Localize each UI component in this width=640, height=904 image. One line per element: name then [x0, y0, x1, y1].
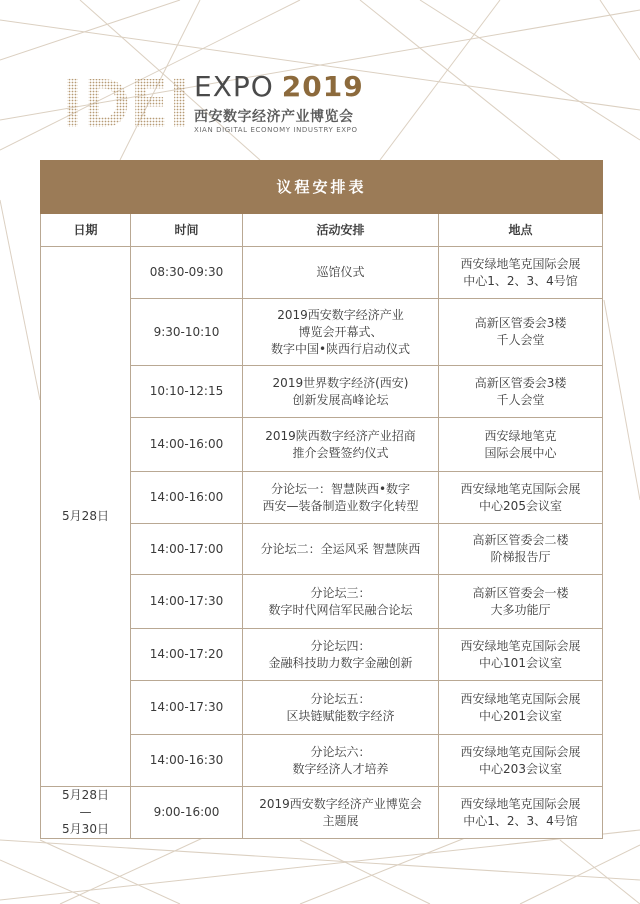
- venue-cell: 高新区管委会3楼 千人会堂: [439, 299, 603, 366]
- venue-cell: 西安绿地笔克国际会展 中心1、2、3、4号馆: [439, 247, 603, 299]
- date-range-cell: [41, 787, 131, 839]
- activity-cell: 2019西安数字经济产业博览会 主题展: [243, 787, 439, 839]
- logo-english-name: XIAN DIGITAL ECONOMY INDUSTRY EXPO: [194, 126, 358, 134]
- logo-year: 2019: [281, 70, 364, 103]
- venue-cell: 西安绿地笔克国际会展 中心203会议室: [439, 735, 603, 787]
- activity-cell: 2019陕西数字经济产业招商 推介会暨签约仪式: [243, 418, 439, 472]
- header-venue: 地点: [439, 214, 603, 247]
- header-date: 日期: [41, 214, 131, 247]
- schedule-title-row: [41, 161, 603, 214]
- logo-expo-title: [194, 70, 364, 104]
- venue-cell: 西安绿地笔克国际会展 中心205会议室: [439, 472, 603, 524]
- time-cell: 14:00-17:30: [131, 681, 243, 735]
- schedule-title: 议程安排表: [41, 161, 603, 214]
- activity-cell: 2019世界数字经济(西安) 创新发展高峰论坛: [243, 366, 439, 418]
- venue-cell: 西安绿地笔克国际会展 中心1、2、3、4号馆: [439, 787, 603, 839]
- schedule-table: [40, 160, 603, 839]
- activity-cell: 分论坛二：全运风采 智慧陕西: [243, 524, 439, 575]
- activity-cell: 分论坛三： 数字时代网信军民融合论坛: [243, 575, 439, 629]
- time-cell: 14:00-17:00: [131, 524, 243, 575]
- logo-expo-word: EXPO: [194, 70, 274, 103]
- time-cell: 9:00-16:00: [131, 787, 243, 839]
- time-cell: 14:00-17:30: [131, 575, 243, 629]
- venue-cell: 高新区管委会二楼 阶梯报告厅: [439, 524, 603, 575]
- activity-cell: 2019西安数字经济产业 博览会开幕式、 数字中国•陕西行启动仪式: [243, 299, 439, 366]
- time-cell: 9:30-10:10: [131, 299, 243, 366]
- venue-cell: 西安绿地笔克 国际会展中心: [439, 418, 603, 472]
- table-row: [41, 247, 603, 299]
- logo-chinese-name: 西安数字经济产业博览会: [194, 109, 354, 125]
- expo-logo: [62, 70, 442, 140]
- time-cell: 14:00-16:30: [131, 735, 243, 787]
- venue-cell: 高新区管委会3楼 千人会堂: [439, 366, 603, 418]
- activity-cell: 分论坛六： 数字经济人才培养: [243, 735, 439, 787]
- date-range-end: 5月30日: [62, 822, 109, 836]
- activity-cell: 分论坛五： 区块链赋能数字经济: [243, 681, 439, 735]
- time-cell: 14:00-16:00: [131, 472, 243, 524]
- activity-cell: 巡馆仪式: [243, 247, 439, 299]
- date-range-start: 5月28日: [62, 788, 109, 802]
- table-row: [41, 787, 603, 839]
- time-cell: 14:00-17:20: [131, 629, 243, 681]
- time-cell: 14:00-16:00: [131, 418, 243, 472]
- header-activity: 活动安排: [243, 214, 439, 247]
- date-cell-may28: 5月28日: [41, 247, 131, 787]
- activity-cell: 分论坛一：智慧陕西•数字 西安—装备制造业数字化转型: [243, 472, 439, 524]
- date-range-separator: —: [79, 805, 92, 819]
- activity-cell: 分论坛四： 金融科技助力数字金融创新: [243, 629, 439, 681]
- header-time: 时间: [131, 214, 243, 247]
- venue-cell: 西安绿地笔克国际会展 中心101会议室: [439, 629, 603, 681]
- time-cell: 10:10-12:15: [131, 366, 243, 418]
- schedule-header-row: [41, 214, 603, 247]
- venue-cell: 高新区管委会一楼 大多功能厅: [439, 575, 603, 629]
- time-cell: 08:30-09:30: [131, 247, 243, 299]
- idei-dot-logo: [62, 72, 192, 130]
- venue-cell: 西安绿地笔克国际会展 中心201会议室: [439, 681, 603, 735]
